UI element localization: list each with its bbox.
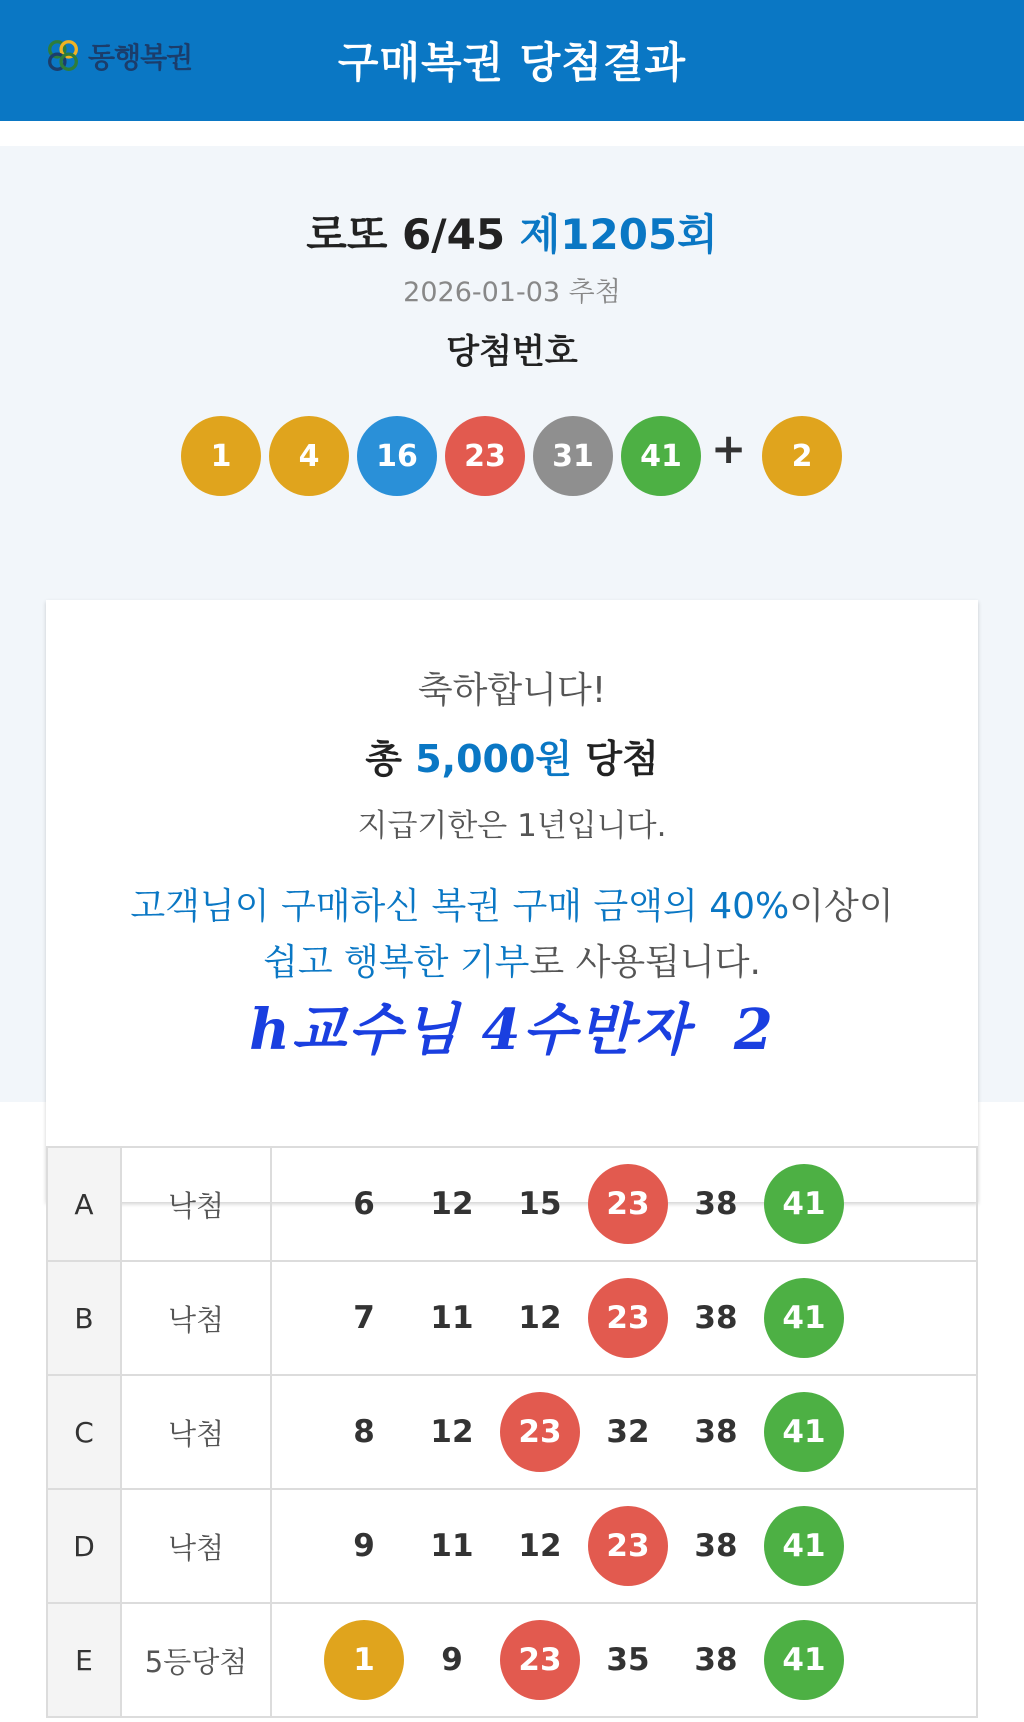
donation-highlight-1: 고객님이 구매하신 복권 구매 금액의 40% xyxy=(130,886,790,927)
result-card xyxy=(46,600,978,1202)
game-numbers xyxy=(271,1147,977,1261)
matched-number-ball: 41 xyxy=(764,1278,844,1358)
matched-number-ball: 41 xyxy=(764,1164,844,1244)
ticket-row xyxy=(47,1489,977,1603)
winning-ball: 16 xyxy=(357,416,437,496)
picked-number: 38 xyxy=(694,1528,738,1564)
winning-ball: 23 xyxy=(445,416,525,496)
game-numbers xyxy=(271,1489,977,1603)
handwritten-note: h교수님 4수반자 2 xyxy=(249,997,775,1063)
picked-number: 11 xyxy=(430,1300,474,1336)
total-suffix: 당첨 xyxy=(585,737,659,781)
matched-number-ball: 23 xyxy=(588,1164,668,1244)
prize-amount: 5,000원 xyxy=(415,737,573,781)
winning-numbers-label: 당첨번호 xyxy=(446,332,578,372)
app-header xyxy=(0,0,1024,121)
picked-number: 15 xyxy=(518,1186,562,1222)
winning-ball: 41 xyxy=(621,416,701,496)
picked-number: 35 xyxy=(606,1642,650,1678)
matched-number-ball: 23 xyxy=(500,1392,580,1472)
draw-date: 2026-01-03 추첨 xyxy=(403,277,621,308)
ticket-row xyxy=(47,1147,977,1261)
matched-number-ball: 41 xyxy=(764,1620,844,1700)
ticket-row xyxy=(47,1375,977,1489)
picked-number: 7 xyxy=(353,1300,375,1336)
total-prize xyxy=(46,728,978,783)
picked-number: 9 xyxy=(353,1528,375,1564)
game-name: 로또 6/45 xyxy=(306,210,506,259)
donation-rest-1: 이상이 xyxy=(789,886,894,927)
game-numbers xyxy=(271,1603,977,1717)
game-status: 5등당첨 xyxy=(121,1603,271,1717)
page-title: 구매복권 당첨결과 xyxy=(337,38,687,87)
game-status: 낙첨 xyxy=(121,1489,271,1603)
game-label: D xyxy=(47,1489,121,1603)
plus-sign: + xyxy=(711,424,747,473)
matched-number-ball: 23 xyxy=(500,1620,580,1700)
game-status: 낙첨 xyxy=(121,1375,271,1489)
matched-number-ball: 23 xyxy=(588,1506,668,1586)
picked-number: 12 xyxy=(518,1528,562,1564)
picked-number: 12 xyxy=(518,1300,562,1336)
picked-number: 38 xyxy=(694,1642,738,1678)
matched-number-ball: 41 xyxy=(764,1506,844,1586)
game-numbers xyxy=(271,1375,977,1489)
picked-number: 32 xyxy=(606,1414,650,1450)
congrats-text: 축하합니다! xyxy=(417,670,607,711)
winning-ball: 1 xyxy=(181,416,261,496)
matched-number-ball: 23 xyxy=(588,1278,668,1358)
bonus-ball: 2 xyxy=(762,416,842,496)
total-prefix: 총 xyxy=(365,737,402,781)
draw-summary-section xyxy=(0,146,1024,1102)
donation-line-2 xyxy=(46,934,978,985)
picked-number: 11 xyxy=(430,1528,474,1564)
game-status: 낙첨 xyxy=(121,1147,271,1261)
game-numbers-row xyxy=(272,1263,976,1373)
picked-number: 12 xyxy=(430,1186,474,1222)
picked-number: 38 xyxy=(694,1414,738,1450)
draw-title xyxy=(0,202,1024,262)
donation-highlight-2: 쉽고 행복한 기부 xyxy=(263,942,530,983)
game-numbers-row xyxy=(272,1377,976,1487)
donation-rest-2: 로 사용됩니다. xyxy=(529,942,761,983)
ticket-table-body xyxy=(47,1147,977,1717)
donation-line-1 xyxy=(46,878,978,929)
picked-number: 38 xyxy=(694,1300,738,1336)
picked-number: 8 xyxy=(353,1414,375,1450)
picked-number: 12 xyxy=(430,1414,474,1450)
game-label: C xyxy=(47,1375,121,1489)
draw-round: 제1205회 xyxy=(519,210,718,259)
game-label: B xyxy=(47,1261,121,1375)
picked-number: 38 xyxy=(694,1186,738,1222)
game-label: A xyxy=(47,1147,121,1261)
game-numbers xyxy=(271,1261,977,1375)
picked-number: 6 xyxy=(353,1186,375,1222)
game-numbers-row xyxy=(272,1149,976,1259)
matched-number-ball: 41 xyxy=(764,1392,844,1472)
winning-numbers xyxy=(0,416,1024,496)
game-numbers-row xyxy=(272,1605,976,1715)
picked-number: 9 xyxy=(441,1642,463,1678)
ticket-row xyxy=(47,1603,977,1717)
winning-ball: 31 xyxy=(533,416,613,496)
game-label: E xyxy=(47,1603,121,1717)
game-status: 낙첨 xyxy=(121,1261,271,1375)
ticket-row xyxy=(47,1261,977,1375)
logo-text: 동행복권 xyxy=(88,41,193,74)
payment-deadline: 지급기한은 1년입니다. xyxy=(357,808,667,844)
winning-ball: 4 xyxy=(269,416,349,496)
game-numbers-row xyxy=(272,1491,976,1601)
matched-number-ball: 1 xyxy=(324,1620,404,1700)
ticket-table xyxy=(46,1146,978,1718)
